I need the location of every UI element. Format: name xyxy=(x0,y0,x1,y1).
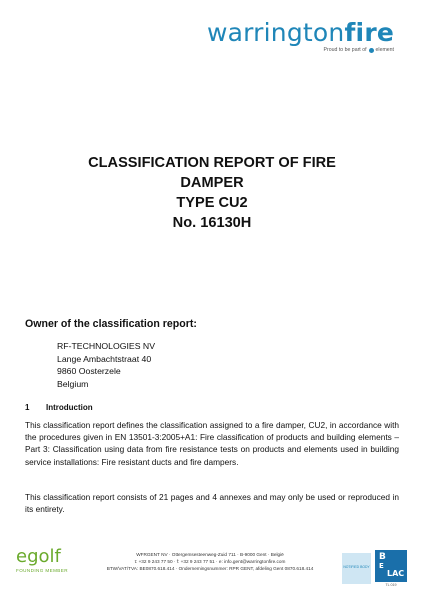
section-number: 1 xyxy=(25,403,30,412)
owner-country: Belgium xyxy=(57,378,89,389)
intro-paragraph-2: This classification report consists of 21 pages and 4 annexes and may only be used or reproduced in its entirety. xyxy=(25,492,399,515)
footer-line-1: WFRGENT NV · Ottergemsesteenweg-Zuid 711 · B-9000 Gent · België xyxy=(136,552,284,557)
belac-letter-b: B xyxy=(379,552,386,562)
owner-street: Lange Ambachtstraat 40 xyxy=(57,353,152,364)
egolf-wordmark: egolf xyxy=(16,546,61,567)
logo-word-bold: fire xyxy=(344,18,394,47)
egolf-member-label: FOUNDING MEMBER xyxy=(16,568,68,573)
section-title: Introduction xyxy=(46,403,93,412)
belac-logo xyxy=(375,550,407,587)
report-title xyxy=(0,153,424,233)
notified-body-badge xyxy=(342,553,371,584)
intro-paragraph-1: This classification report defines the classification assigned to a fire damper, CU2, in accordance with the procedures given in EN 13501-3:2005+A1: Fire classification of products and building elements – Part 3: Classification using data from fire resistance tests on products and elements used in building service installations: Fire resistant ducts and fire dampers. xyxy=(25,420,399,467)
belac-code: TL 019 xyxy=(385,583,397,587)
title-line-3: TYPE CU2 xyxy=(176,195,248,211)
logo-wordmark xyxy=(207,20,394,45)
title-line-1: CLASSIFICATION REPORT OF FIRE xyxy=(88,155,336,171)
owner-name: RF-TECHNOLOGIES NV xyxy=(57,341,155,351)
element-dot-icon xyxy=(369,48,374,53)
tagline-text: Proud to be part of xyxy=(323,47,367,53)
footer-line-3: BTW/VAT/TVA: BE0870.618.414 · Ondernemingsnummer: RPR GENT, afdeling Gent 0870.618.414 xyxy=(106,566,314,571)
section-heading-introduction xyxy=(25,403,93,412)
belac-letters-lac: LAC xyxy=(387,569,405,578)
tagline-brand: element xyxy=(375,47,394,53)
logo-tagline xyxy=(207,47,394,53)
owner-address xyxy=(57,340,155,390)
warringtonfire-logo xyxy=(207,20,394,53)
belac-box xyxy=(375,550,407,582)
belac-letter-e: E xyxy=(379,562,384,570)
egolf-logo xyxy=(16,548,68,573)
logo-word-regular: warrington xyxy=(206,18,345,47)
footer-line-2: t: +32 9 243 77 50 · f: +32 9 243 77 51 · e: info.gent@warringtonfire.com xyxy=(134,559,286,564)
owner-city: 9860 Oosterzele xyxy=(57,366,121,377)
title-line-4: No. 16130H xyxy=(172,215,252,231)
footer-company-info xyxy=(90,551,330,572)
title-line-2: DAMPER xyxy=(180,175,244,191)
owner-heading: Owner of the classification report: xyxy=(25,318,197,330)
notified-body-text: NOTIFIED BODY xyxy=(343,565,370,569)
